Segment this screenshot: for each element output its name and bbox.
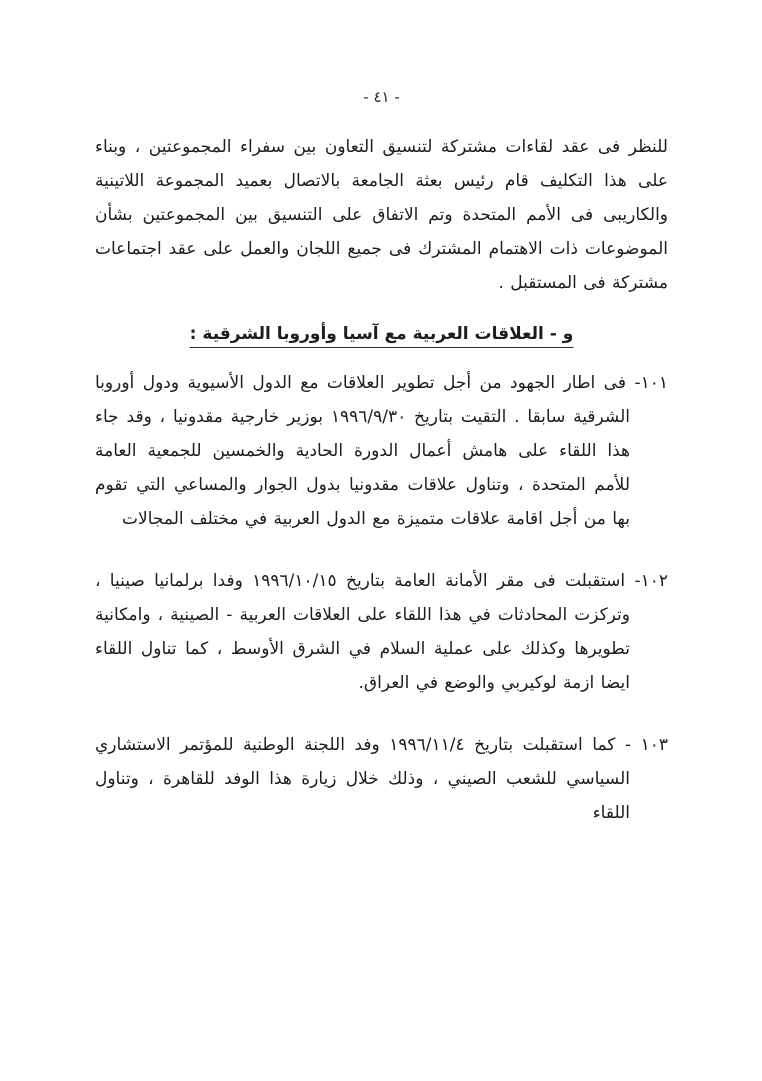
intro-paragraph: للنظر فى عقد لقاءات مشتركة لتنسيق التعاون بين سفراء المجموعتين ، وبناء على هذا التكليف قام رئيس بعثة الجامعة بالاتصال بعميد المجموعة اللاتينية والكاريبى فى الأمم المتحدة وتم الاتفاق على التنسيق بين المجموعتين بشأن الموضوعات ذات الاهتمام المشترك فى جميع اللجان والعمل على عقد اجتماعات مشتركة فى المستقبل . xyxy=(95,137,668,293)
item-text: فى اطار الجهود من أجل تطوير العلاقات مع الدول الأسيوية ودول أوروبا الشرقية سابقا . التقيت بتاريخ ١٩٩٦/٩/٣٠ بوزير خارجية مقدونيا ، وقد جاء هذا اللقاء على هامش أعمال الدورة الحادية والخمسين للجمعية العامة للأمم المتحدة ، وتناول علاقات مقدونيا بدول الجوار والمساعي التي تقوم بها من أجل اقامة علاقات متميزة مع الدول العربية في مختلف المجالات xyxy=(95,373,630,529)
item-text: استقبلت فى مقر الأمانة العامة بتاريخ ١٩٩٦/١٠/١٥ وفدا برلمانيا صينيا ، وتركزت المحادثات في هذا اللقاء على العلاقات العربية - الصينية ، وامكانية تطويرها وكذلك على عملية السلام في الشرق الأوسط ، كما تناول اللقاء ايضا ازمة لوكيربي والوضع في العراق. xyxy=(95,571,630,693)
page-number: - ٤١ - xyxy=(363,88,400,106)
list-item-101 xyxy=(95,366,668,536)
item-text: كما استقبلت بتاريخ ١٩٩٦/١١/٤ وفد اللجنة الوطنية للمؤتمر الاستشاري السياسي للشعب الصيني ، وذلك خلال زيارة هذا الوفد للقاهرة ، وتناول اللقاء xyxy=(95,735,630,823)
list-item-102 xyxy=(95,564,668,700)
list-item-103 xyxy=(95,728,668,830)
item-number: ١٠١- xyxy=(634,373,668,393)
section-heading xyxy=(95,324,668,344)
item-number: ١٠٢- xyxy=(634,571,668,591)
item-number: ١٠٣ - xyxy=(624,735,668,755)
section-heading-text: و - العلاقات العربية مع آسيا وأوروبا الشرقية : xyxy=(189,324,574,344)
